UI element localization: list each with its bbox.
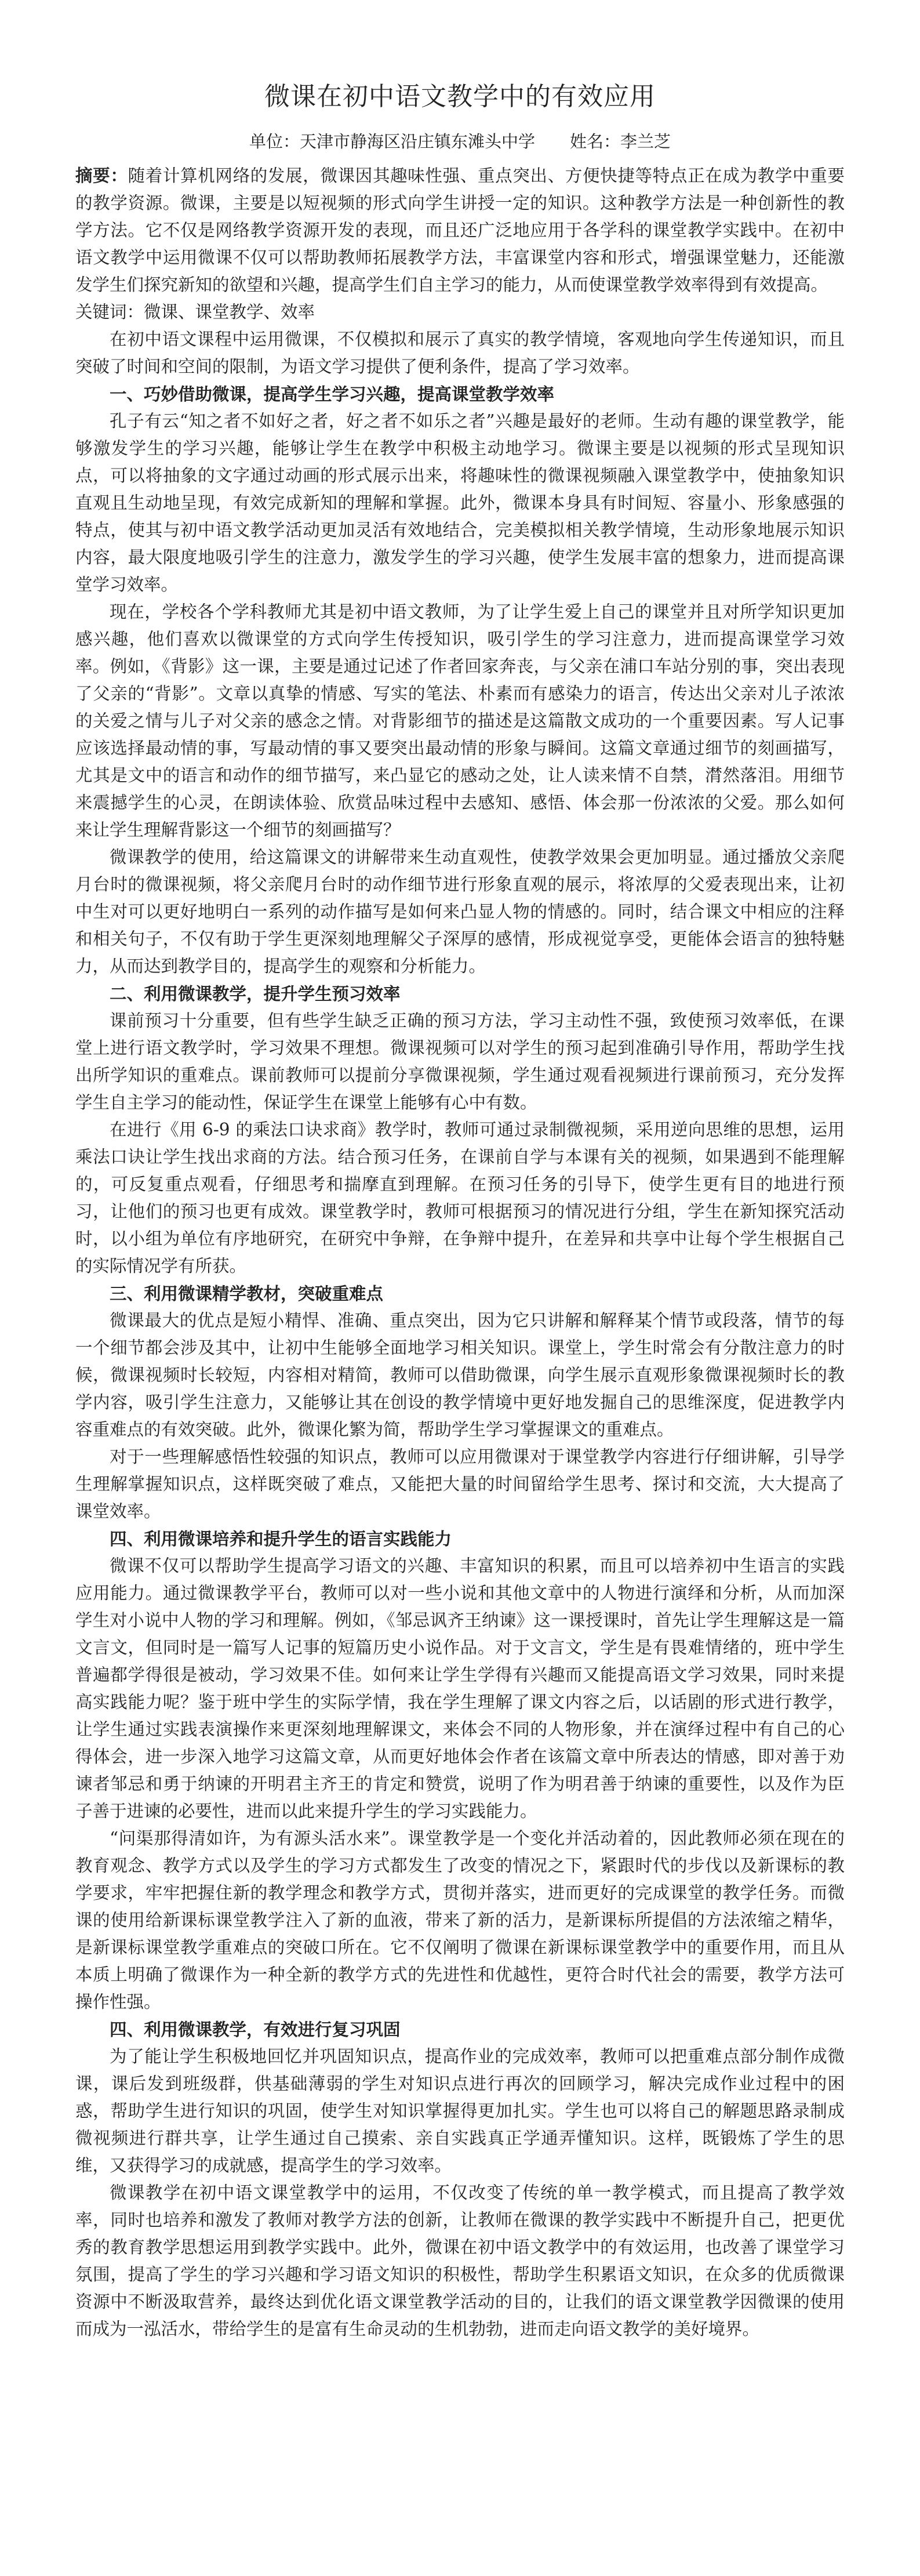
body-paragraph: 课前预习十分重要，但有些学生缺乏正确的预习方法，学习主动性不强，致使预习效率低，在课堂上进行语文教学时，学习效果不理想。微课视频可以对学生的预习起到准确引导作用，帮助学生找出所学知识的重难点。课前教师可以提前分享微课视频，学生通过观看视频进行课前预习，充分发挥学生自主学习的能动性，保证学生在课堂上能够有心中有数。 — [75, 1011, 845, 1112]
keywords-label: 关键词： — [75, 302, 144, 322]
section-heading: 一、巧妙借助微课，提高学生学习兴趣，提高课堂教学效率 — [110, 384, 555, 404]
section-heading: 三、利用微课精学教材，突破重难点 — [110, 1283, 384, 1304]
section-heading: 四、利用微课教学，有效进行复习巩固 — [110, 2019, 401, 2040]
unit-label: 单位： — [249, 132, 300, 151]
name-value: 李兰芝 — [620, 132, 671, 151]
body-paragraph: 孔子有云“知之者不如好之者，好之者不如乐之者”兴趣是最好的老师。生动有趣的课堂教学，能够激发学生的学习兴趣，能够让学生在教学中积极主动地学习。微课主要是以视频的形式呈现知识点，可以将抽象的文字通过动画的形式展示出来，将趣味性的微课视频融入课堂教学中，使抽象知识直观且生动地呈现，有效完成新知的理解和掌握。此外，微课本身具有时间短、容量小、形象感强的特点，使其与初中语文教学活动更加灵活有效地结合，完美模拟相关教学情境，生动形象地展示知识内容，最大限度地吸引学生的注意力，激发学生的学习兴趣，使学生发展丰富的想象力，进而提高课堂学习效率。 — [75, 411, 845, 594]
section-heading: 四、利用微课培养和提升学生的语言实践能力 — [110, 1529, 452, 1549]
body-paragraph: 为了能让学生积极地回忆并巩固知识点，提高作业的完成效率，教师可以把重难点部分制作成微课，课后发到班级群，供基础薄弱的学生对知识点进行再次的回顾学习，解决完成作业过程中的困惑，帮助学生进行知识的巩固，使学生对知识掌握得更加扎实。学生也可以将自己的解题思路录制成微视频进行群共享，让学生通过自己摸索、亲自实践真正学通弄懂知识。这样，既锻炼了学生的思维，又获得学习的成就感，提高学生的学习效率。 — [75, 2047, 845, 2175]
body-paragraph: 现在，学校各个学科教师尤其是初中语文教师，为了让学生爱上自己的课堂并且对所学知识更加感兴趣，他们喜欢以微课堂的方式向学生传授知识，吸引学生的学习注意力，进而提高课堂学习效率。例如，《背影》这一课，主要是通过记述了作者回家奔丧，与父亲在浦口车站分别的事，突出表现了父亲的“背影”。文章以真挚的情感、写实的笔法、朴素而有感染力的语言，传达出父亲对儿子浓浓的关爱之情与儿子对父亲的感念之情。对背影细节的描述是这篇散文成功的一个重要因素。写人记事应该选择最动情的事，写最动情的事又要突出最动情的形象与瞬间。这篇文章通过细节的刻画描写，尤其是文中的语言和动作的细节描写，来凸显它的感动之处，让人读来情不自禁，潸然落泪。用细节来震撼学生的心灵，在朗读体验、欣赏品味过程中去感知、感悟、体会那一份浓浓的父爱。那么如何来让学生理解背影这一个细节的刻画描写？ — [75, 602, 845, 840]
body-paragraph: 微课最大的优点是短小精悍、准确、重点突出，因为它只讲解和解释某个情节或段落，情节的每一个细节都会涉及其中，让初中生能够全面地学习相关知识。课堂上，学生时常会有分散注意力的时候，微课视频时长较短，内容相对精简，教师可以借助微课，向学生展示直观形象微课视频时长的教学内容，吸引学生注意力，又能够让其在创设的教学情境中更好地发掘自己的思维深度，促进教学内容重难点的有效突破。此外，微课化繁为简，帮助学生学习掌握课文的重难点。 — [75, 1311, 845, 1439]
unit-value: 天津市静海区沿庄镇东滩头中学 — [299, 132, 535, 151]
name-label: 姓名： — [570, 132, 621, 151]
body-paragraph: “问渠那得清如许，为有源头活水来”。课堂教学是一个变化并活动着的，因此教师必须在现在的教育观念、教学方式以及学生的学习方式都发生了改变的情况之下，紧跟时代的步伐以及新课标的教学要求，牢牢把握住新的教学理念和教学方式，贯彻并落实，进而更好的完成课堂的教学任务。而微课的使用给新课标课堂教学注入了新的血液，带来了新的活力，是新课标所提倡的方法浓缩之精华，是新课标课堂教学重难点的突破口所在。它不仅阐明了微课在新课标课堂教学中的重要作用，而且从本质上明确了微课作为一种全新的教学方式的先进性和优越性，更符合时代社会的需要，教学方法可操作性强。 — [75, 1828, 845, 2012]
abstract — [75, 162, 845, 299]
intro-paragraph: 在初中语文课程中运用微课，不仅模拟和展示了真实的教学情境，客观地向学生传递知识，而且突破了时间和空间的限制，为语文学习提供了便利条件，提高了学习效率。 — [75, 329, 845, 376]
body-paragraph: 在进行《用 6-9 的乘法口诀求商》教学时，教师可通过录制微视频，采用逆向思维的思想，运用乘法口诀让学生找出求商的方法。结合预习任务，在课前自学与本课有关的视频，如果遇到不能理解的，可反复重点观看，仔细思考和揣摩直到理解。在预习任务的引导下，使学生更有目的地进行预习，让他们的预习也更有成效。课堂教学时，教师可根据预习的情况进行分组，学生在新知探究活动时，以小组为单位有序地研究，在研究中争辩，在争辩中提升，在差异和共享中让每个学生根据自己的实际情况学有所获。 — [75, 1120, 845, 1276]
author-line — [75, 129, 845, 153]
paper-title: 微课在初中语文教学中的有效应用 — [264, 82, 656, 111]
section-heading: 二、利用微课教学，提升学生预习效率 — [110, 984, 401, 1004]
abstract-label: 摘要： — [75, 165, 128, 186]
keywords-text: 微课、课堂教学、效率 — [144, 302, 315, 322]
keywords — [75, 299, 845, 326]
abstract-text: 随着计算机网络的发展，微课因其趣味性强、重点突出、方便快捷等特点正在成为教学中重要的教学资源。微课，主要是以短视频的形式向学生讲授一定的知识。这种教学方法是一种创新性的教学方法。它不仅是网络教学资源开发的表现，而且还广泛地应用于各学科的课堂教学实践中。在初中语文教学中运用微课不仅可以帮助教师拓展教学方法，丰富课堂内容和形式，增强课堂魅力，还能激发学生们探究新知的欲望和兴趣，提高学生们自主学习的能力，从而使课堂教学效率得到有效提高。 — [75, 166, 845, 295]
body-paragraph: 微课教学的使用，给这篇课文的讲解带来生动直观性，使教学效果会更加明显。通过播放父亲爬月台时的微课视频，将父亲爬月台时的动作细节进行形象直观的展示，将浓厚的父爱表现出来，让初中生对可以更好地明白一系列的动作描写是如何来凸显人物的情感的。同时，结合课文中相应的注释和相关句子，不仅有助于学生更深刻地理解父子深厚的感情，形成视觉享受，更能体会语言的独特魅力，从而达到教学目的，提高学生的观察和分析能力。 — [75, 847, 845, 976]
body-paragraph: 对于一些理解感悟性较强的知识点，教师可以应用微课对于课堂教学内容进行仔细讲解，引导学生理解掌握知识点，这样既突破了难点，又能把大量的时间留给学生思考、探讨和交流，大大提高了课堂效率。 — [75, 1447, 845, 1521]
body-paragraph: 微课教学在初中语文课堂教学中的运用，不仅改变了传统的单一教学模式，而且提高了教学效率，同时也培养和激发了教师对教学方法的创新，让教师在微课的教学实践中不断提升自己，把更优秀的教育教学思想运用到教学实践中。此外，微课在初中语文教学中的有效运用，也改善了课堂学习氛围，提高了学生的学习兴趣和学习语文知识的积极性，帮助学生积累语文知识，在众多的优质微课资源中不断汲取营养，最终达到优化语文课堂教学活动的目的，让我们的语文课堂教学因微课的使用而成为一泓活水，带给学生的是富有生命灵动的生机勃勃，进而走向语文教学的美好境界。 — [75, 2183, 845, 2339]
body-paragraph: 微课不仅可以帮助学生提高学习语文的兴趣、丰富知识的积累，而且可以培养初中生语言的实践应用能力。通过微课教学平台，教师可以对一些小说和其他文章中的人物进行演绎和分析，从而加深学生对小说中人物的学习和理解。例如，《邹忌讽齐王纳谏》这一课授课时，首先让学生理解这是一篇文言文，但同时是一篇写人记事的短篇历史小说作品。对于文言文，学生是有畏难情绪的，班中学生普遍都学得很是被动，学习效果不佳。如何来让学生学得有兴趣而又能提高语文学习效果，同时来提高实践能力呢？鉴于班中学生的实际学情，我在学生理解了课文内容之后，以话剧的形式进行教学，让学生通过实践表演操作来更深刻地理解课文，来体会不同的人物形象，并在演绎过程中有自己的心得体会，进一步深入地学习这篇文章，从而更好地体会作者在该篇文章中所表达的情感，即对善于劝谏者邹忌和勇于纳谏的开明君主齐王的肯定和赞赏，说明了作为明君善于纳谏的重要性，以及作为臣子善于进谏的必要性，进而以此来提升学生的学习实践能力。 — [75, 1556, 845, 1821]
